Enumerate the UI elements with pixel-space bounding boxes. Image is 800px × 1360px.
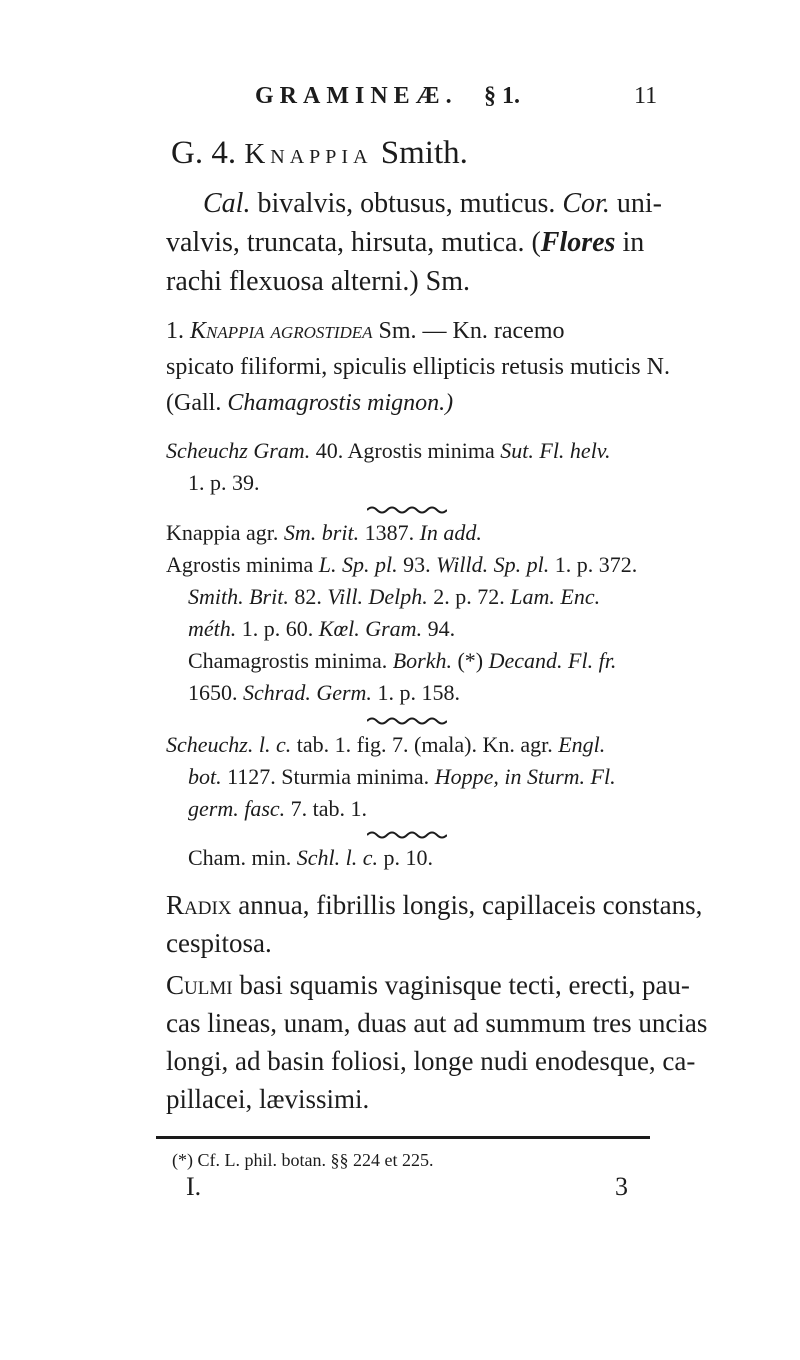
citation-text: 82. xyxy=(288,584,328,609)
citation-text: 2. p. 72. xyxy=(427,584,511,609)
species-text: Sm. — Kn. racemo xyxy=(372,318,565,344)
citation: méth. xyxy=(188,616,237,641)
description-text: valvis, truncata, hirsuta, mutica. ( xyxy=(166,227,541,258)
citation: Vill. Delph. xyxy=(327,584,428,609)
description-line: rachi flexuosa alterni.) Sm. xyxy=(166,266,471,297)
culmi-line: cas lineas, unam, duas aut ad summum tres uncias xyxy=(166,1008,708,1038)
species-line xyxy=(166,390,453,417)
citation: Smith. Brit. xyxy=(188,584,289,609)
wavy-separator xyxy=(367,716,447,726)
citation: Kœl. Gram. xyxy=(318,616,423,641)
citation-text: 1127. Sturmia minima. xyxy=(221,764,435,789)
citation-text: 1387. xyxy=(359,520,420,545)
culmi-line xyxy=(166,970,690,1001)
footnote: (*) Cf. L. phil. botan. §§ 224 et 225. xyxy=(172,1150,434,1170)
citation: Scheuchz. l. c. xyxy=(166,732,292,757)
citation-text: Agrostis minima xyxy=(166,552,319,577)
synonym-line xyxy=(188,764,616,790)
radix-line xyxy=(166,890,702,921)
species-line xyxy=(166,318,565,345)
citation: germ. fasc. xyxy=(188,796,286,821)
citation: Hoppe, in Sturm. Fl. xyxy=(434,764,616,789)
citation: L. Sp. pl. xyxy=(318,552,398,577)
citation-text: 40. Agrostis minima xyxy=(310,438,501,463)
citation-text: 1. p. 372. xyxy=(549,552,638,577)
running-header-title: GRAMINEÆ. xyxy=(255,83,458,109)
radix-text: annua, fibrillis longis, capillaceis constans, xyxy=(231,890,703,920)
culmi-text: basi squamis vaginisque tecti, erecti, pau- xyxy=(232,970,690,1000)
citation: Willd. Sp. pl. xyxy=(436,552,550,577)
citation: Sut. Fl. helv. xyxy=(500,438,611,463)
wavy-separator xyxy=(367,505,447,515)
synonym-line xyxy=(188,584,600,610)
species-vernacular: Chamagrostis mignon.) xyxy=(227,390,454,416)
citation-text: 7. tab. 1. xyxy=(285,796,368,821)
citation: Decand. Fl. fr. xyxy=(488,648,617,673)
running-header-section: § 1. xyxy=(484,83,520,109)
description-text: uni- xyxy=(609,188,662,219)
signature-mark-right: 3 xyxy=(615,1172,628,1201)
page-number: 11 xyxy=(634,83,658,109)
genus-author: Smith. xyxy=(380,135,468,171)
genus-heading xyxy=(171,135,468,172)
citation: Schl. l. c. xyxy=(296,845,379,870)
synonym-line xyxy=(188,845,433,871)
citation: Engl. xyxy=(558,732,606,757)
species-name: Knappia agrostidea xyxy=(190,318,373,344)
culmi-line: longi, ad basin foliosi, longe nudi enodesque, ca- xyxy=(166,1046,696,1076)
citation-text: 1650. xyxy=(188,680,243,705)
culmi-term: Culmi xyxy=(166,970,233,1000)
radix-term: Radix xyxy=(166,890,232,920)
synonym-line xyxy=(188,680,460,706)
description-text: in xyxy=(615,227,645,258)
citation-text: Cham. min. xyxy=(188,845,297,870)
citation-text: Chamagrostis minima. xyxy=(188,648,393,673)
citation-text: (*) xyxy=(451,648,489,673)
synonym-line xyxy=(166,732,605,758)
citation-text: tab. 1. fig. 7. (mala). Kn. agr. xyxy=(291,732,559,757)
synonym-line: 1. p. 39. xyxy=(188,470,260,495)
description-term: Flores xyxy=(540,227,616,258)
wavy-separator xyxy=(367,830,447,840)
synonym-line xyxy=(188,648,616,674)
footnote-rule xyxy=(156,1136,650,1139)
synonym-line xyxy=(188,616,455,642)
species-text: (Gall. xyxy=(166,390,228,416)
citation-text: 93. xyxy=(397,552,437,577)
citation: Lam. Enc. xyxy=(510,584,601,609)
description-line xyxy=(203,188,662,220)
synonym-line xyxy=(188,796,367,822)
citation-text: p. 10. xyxy=(378,845,434,870)
synonym-line xyxy=(166,552,637,578)
citation-text: 94. xyxy=(422,616,456,641)
culmi-line: pillacei, lævissimi. xyxy=(166,1084,370,1114)
genus-name: Knappia xyxy=(244,138,373,170)
citation: Schrad. Germ. xyxy=(243,680,372,705)
citation-text: Knappia agr. xyxy=(166,520,284,545)
species-number: 1. xyxy=(166,318,184,344)
signature-mark-left: I. xyxy=(186,1172,202,1201)
citation: In add. xyxy=(419,520,482,545)
citation: Sm. brit. xyxy=(283,520,360,545)
synonym-line xyxy=(166,438,610,464)
description-line xyxy=(166,227,644,259)
description-text: bivalvis, obtusus, muticus. xyxy=(250,188,563,219)
species-line: spicato filiformi, spiculis ellipticis retusis muticis N. xyxy=(166,354,670,380)
radix-line: cespitosa. xyxy=(166,928,272,958)
citation: Borkh. xyxy=(392,648,452,673)
citation-text: 1. p. 158. xyxy=(371,680,460,705)
citation-text: 1. p. 60. xyxy=(236,616,319,641)
description-term: Cor. xyxy=(562,188,610,219)
description-term: Cal. xyxy=(203,188,251,219)
genus-number: G. 4. xyxy=(171,135,237,171)
citation: Scheuchz Gram. xyxy=(166,438,311,463)
citation: bot. xyxy=(188,764,222,789)
synonym-line xyxy=(166,520,482,546)
